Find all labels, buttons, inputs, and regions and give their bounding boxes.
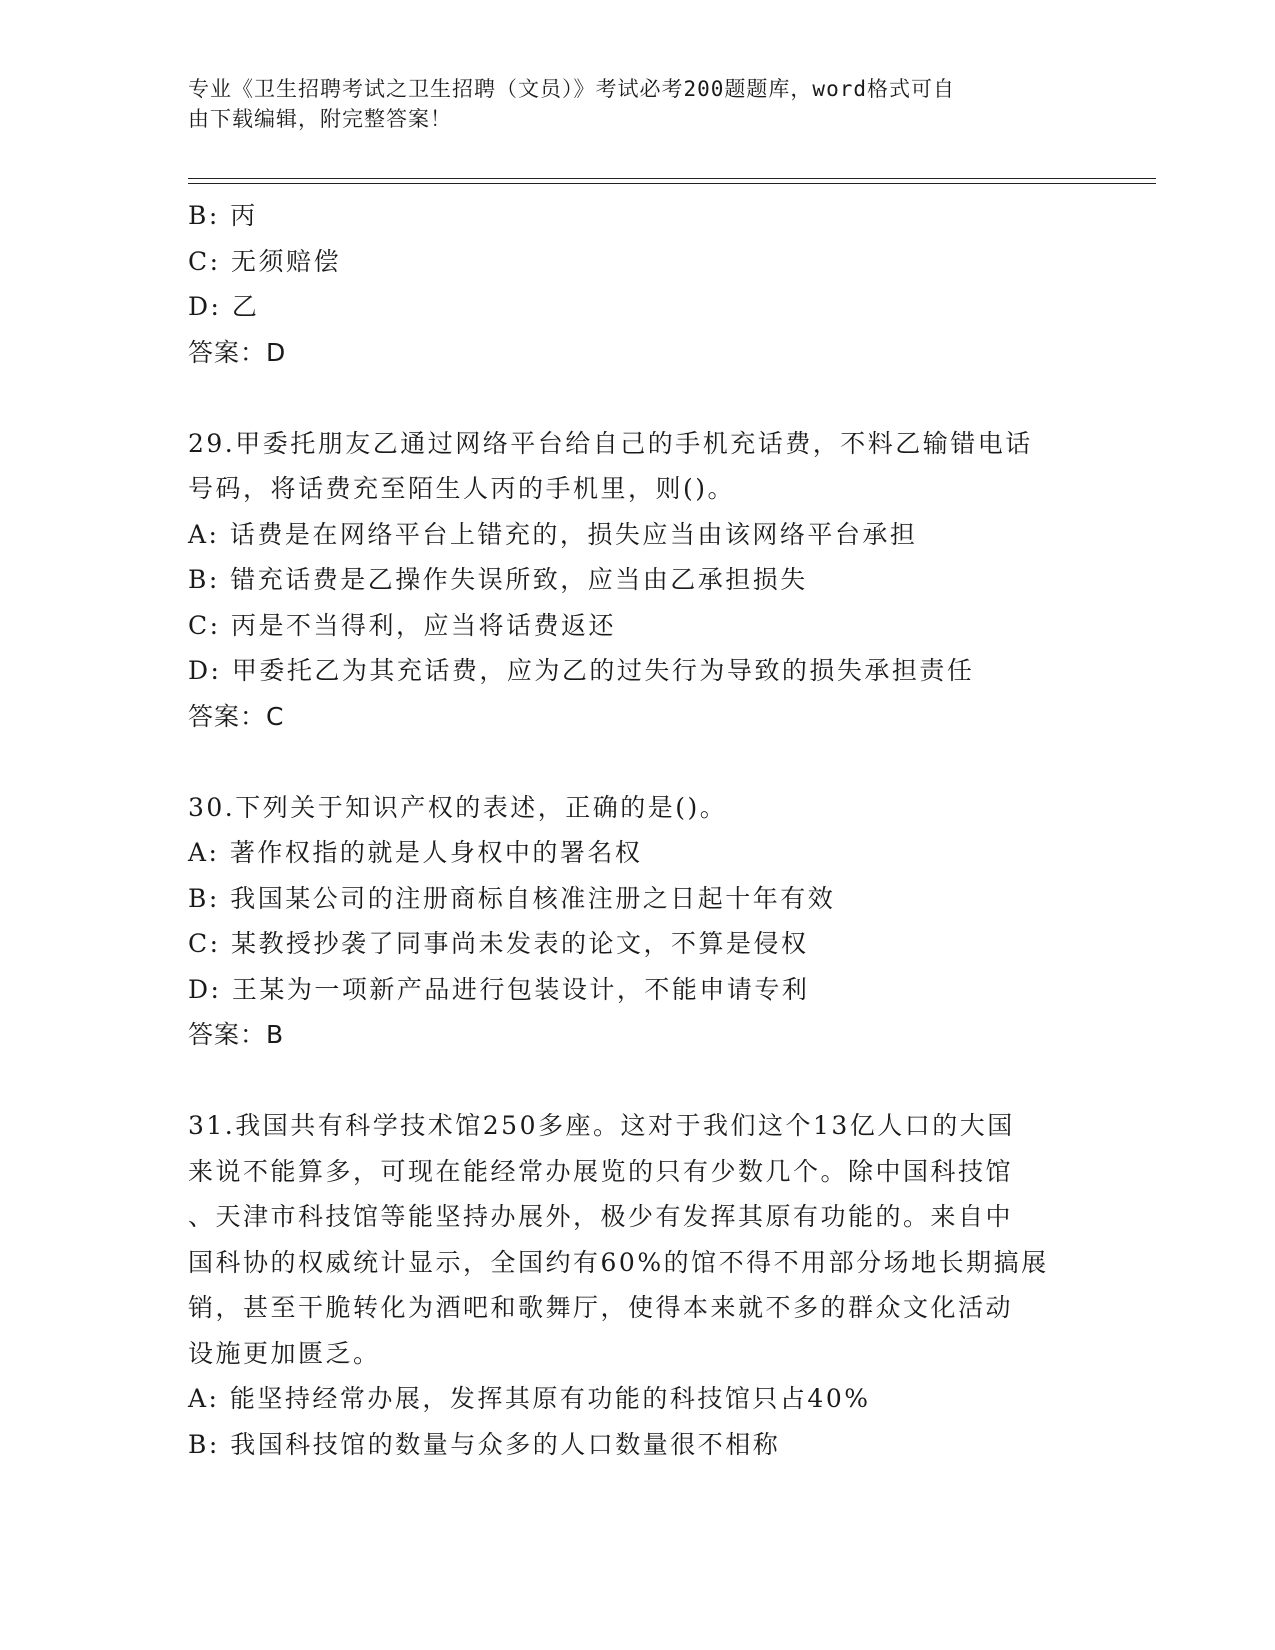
answer-line: 答案：B bbox=[188, 1020, 285, 1049]
option-b: B: 错充话费是乙操作失误所致，应当由乙承担损失 bbox=[188, 565, 808, 594]
question-stem-line: 设施更加匮乏。 bbox=[188, 1338, 381, 1368]
option-b: B: 我国某公司的注册商标自核准注册之日起十年有效 bbox=[188, 883, 836, 913]
question-stem-line: 国科协的权威统计显示，全国约有60%的馆不得不用部分场地长期搞展 bbox=[188, 1247, 1049, 1277]
option-c: C: 无须赔偿 bbox=[188, 246, 341, 276]
question-stem-line: 号码，将话费充至陌生人丙的手机里，则()。 bbox=[188, 474, 736, 503]
question-stem-line: 、天津市科技馆等能坚持办展外，极少有发挥其原有功能的。来自中 bbox=[188, 1202, 1014, 1231]
spacer bbox=[188, 375, 1088, 421]
question-stem-line: 销，甚至干脆转化为酒吧和歌舞厅，使得本来就不多的群众文化活动 bbox=[188, 1293, 1014, 1322]
answer-line: 答案：C bbox=[188, 701, 285, 731]
option-a: A: 话费是在网络平台上错充的，损失应当由该网络平台承担 bbox=[188, 519, 918, 549]
question-31 bbox=[188, 1103, 1088, 1467]
question-stem-line: 29.甲委托朋友乙通过网络平台给自己的手机充话费，不料乙输错电话 bbox=[188, 428, 1033, 458]
header-divider-bottom bbox=[188, 183, 1156, 184]
option-b: B: 丙 bbox=[188, 201, 258, 230]
option-b: B: 我国科技馆的数量与众多的人口数量很不相称 bbox=[188, 1429, 781, 1459]
question-list bbox=[188, 193, 1088, 1467]
header-line-1: 专业《卫生招聘考试之卫生招聘（文员）》考试必考200题题库，word格式可自 bbox=[188, 77, 955, 101]
option-a: A: 能坚持经常办展，发挥其原有功能的科技馆只占40% bbox=[188, 1384, 871, 1413]
question-28-tail bbox=[188, 193, 1088, 375]
spacer bbox=[188, 1058, 1088, 1104]
option-d: D: 甲委托乙为其充话费，应为乙的过失行为导致的损失承担责任 bbox=[188, 656, 975, 685]
question-stem-line: 30.下列关于知识产权的表述，正确的是()。 bbox=[188, 792, 728, 822]
question-30 bbox=[188, 785, 1088, 1058]
question-stem-line: 31.我国共有科学技术馆250多座。这对于我们这个13亿人口的大国 bbox=[188, 1111, 1015, 1140]
question-29 bbox=[188, 421, 1088, 740]
header-line-2: 由下载编辑，附完整答案！ bbox=[188, 107, 452, 131]
option-c: C: 某教授抄袭了同事尚未发表的论文，不算是侵权 bbox=[188, 929, 809, 958]
question-stem-line: 来说不能算多，可现在能经常办展览的只有少数几个。除中国科技馆 bbox=[188, 1156, 1014, 1186]
spacer bbox=[188, 739, 1088, 785]
document-header bbox=[188, 74, 1068, 134]
option-d: D: 王某为一项新产品进行包装设计，不能申请专利 bbox=[188, 974, 810, 1004]
option-d: D: 乙 bbox=[188, 292, 260, 321]
header-divider-top bbox=[188, 178, 1156, 179]
option-c: C: 丙是不当得利，应当将话费返还 bbox=[188, 610, 616, 640]
answer-line: 答案：D bbox=[188, 337, 287, 367]
option-a: A: 著作权指的就是人身权中的署名权 bbox=[188, 838, 643, 867]
